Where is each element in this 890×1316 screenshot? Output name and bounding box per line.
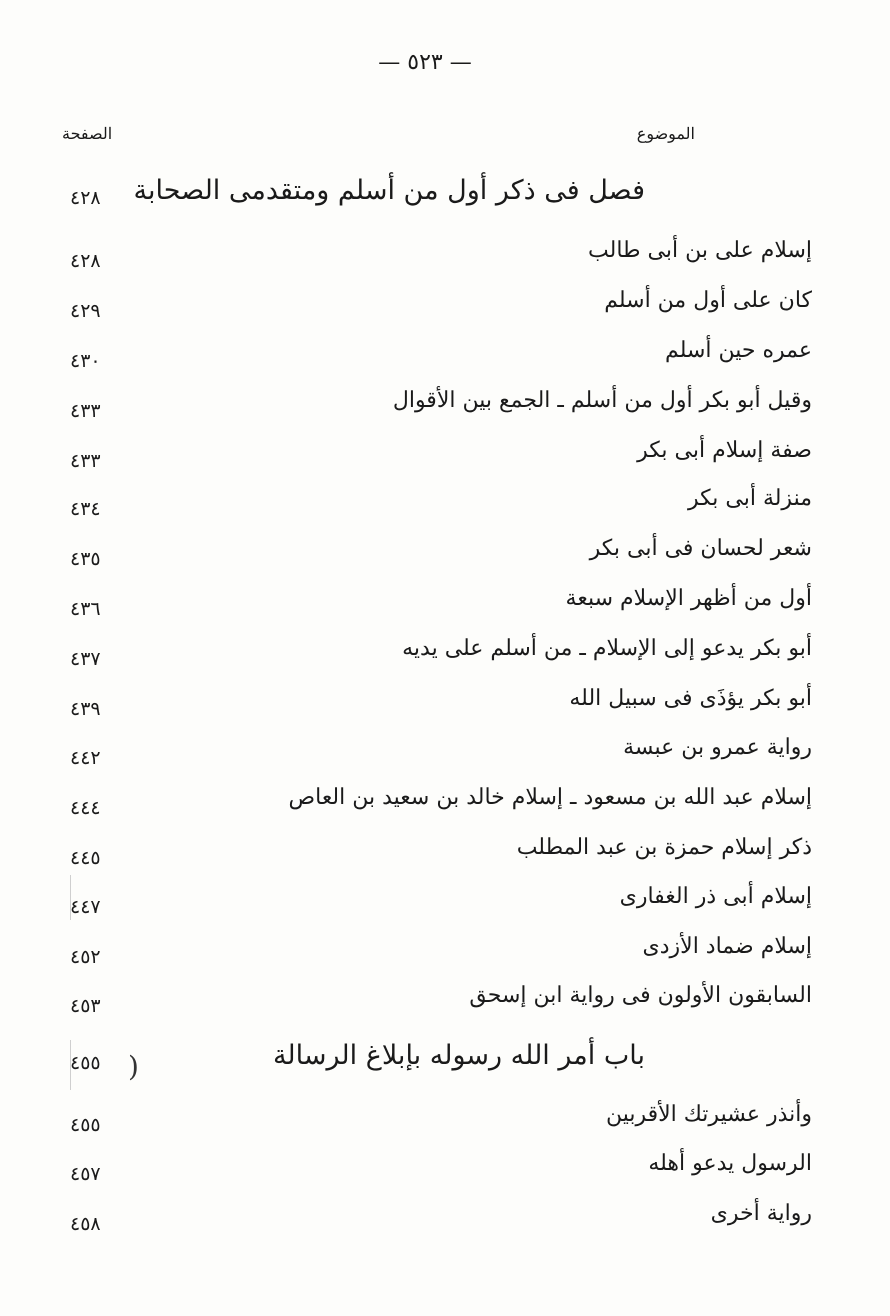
toc-entry-page: ٤٣٤: [70, 498, 101, 520]
toc-entry-page: ٤٥٥: [70, 1114, 101, 1136]
toc-entry: [0, 1040, 890, 1080]
toc-entry: [0, 388, 890, 428]
toc-entry: [0, 438, 890, 478]
toc-entry: [0, 238, 890, 278]
toc-entry: [0, 486, 890, 526]
toc-entry-page: ٤٢٩: [70, 300, 101, 322]
toc-entry: [0, 934, 890, 974]
toc-entry-title: أبو بكر يؤذَى فى سبيل الله: [569, 686, 812, 711]
toc-entry-title: كان على أول من أسلم: [604, 288, 812, 313]
toc-entry-title: أول من أظهر الإسلام سبعة: [565, 586, 812, 611]
subject-column-heading: الموضوع: [636, 124, 695, 143]
toc-entry-page: ٤٣٣: [70, 400, 101, 422]
toc-entry: [0, 536, 890, 576]
toc-entry-title: الرسول يدعو أهله: [648, 1151, 812, 1176]
toc-entry-title: صفة إسلام أبى بكر: [637, 438, 812, 463]
toc-entry-title: وأنذر عشيرتك الأقربين: [605, 1102, 812, 1127]
toc-entry: [0, 636, 890, 676]
toc-entry: [0, 1151, 890, 1191]
toc-entry-page: ٤٥٥: [70, 1052, 101, 1074]
toc-entry-page: ٤٣٦: [70, 598, 101, 620]
toc-entry-title: السابقون الأولون فى رواية ابن إسحق: [469, 983, 812, 1008]
toc-entry: [0, 1201, 890, 1241]
toc-entry: [0, 586, 890, 626]
toc-entry-title: رواية عمرو بن عبسة: [623, 735, 812, 760]
toc-entry-page: ٤٣٣: [70, 450, 101, 472]
toc-entry-page: ٤٣٠: [70, 350, 101, 372]
toc-entry-title: أبو بكر يدعو إلى الإسلام ـ من أسلم على يديه: [402, 636, 812, 661]
toc-entry-title: شعر لحسان فى أبى بكر: [589, 536, 812, 561]
page-column-heading: الصفحة: [62, 124, 113, 143]
toc-entry: [0, 785, 890, 825]
toc-entry-page: ٤٤٧: [70, 896, 101, 918]
toc-entry-title: إسلام أبى ذر الغفارى: [619, 884, 812, 909]
toc-entry-page: ٤٥٨: [70, 1213, 101, 1235]
toc-entry-page: ٤٥٧: [70, 1163, 101, 1185]
toc-entry-page: ٤٤٢: [70, 747, 101, 769]
toc-entry: [0, 884, 890, 924]
toc-entry-page: ٤٣٥: [70, 548, 101, 570]
toc-entry: [0, 835, 890, 875]
toc-entry: [0, 338, 890, 378]
toc-entry: [0, 175, 890, 215]
toc-entry-title: باب أمر الله رسوله بإبلاغ الرسالة: [272, 1040, 645, 1071]
toc-entry-title: رواية أخرى: [710, 1201, 812, 1226]
page-number: — ٥٢٣ —: [378, 50, 472, 75]
toc-entry-title: منزلة أبى بكر: [687, 486, 812, 511]
toc-entry: [0, 288, 890, 328]
toc-entry-title: ذكر إسلام حمزة بن عبد المطلب: [516, 835, 812, 860]
margin-bracket: ): [128, 1050, 139, 1083]
toc-entry-title: إسلام ضماد الأزدى: [642, 934, 812, 959]
toc-entry-title: عمره حين أسلم: [665, 338, 812, 363]
toc-entry-page: ٤٣٩: [70, 698, 101, 720]
toc-entry-title: وقيل أبو بكر أول من أسلم ـ الجمع بين الأقوال: [392, 388, 812, 413]
toc-entry-title: إسلام عبد الله بن مسعود ـ إسلام خالد بن سعيد بن العاص: [288, 785, 812, 810]
toc-entry-page: ٤٣٧: [70, 648, 101, 670]
toc-entry-title: إسلام على بن أبى طالب: [588, 238, 812, 263]
toc-entry: [0, 983, 890, 1023]
toc-entry: [0, 1102, 890, 1142]
toc-entry: [0, 686, 890, 726]
toc-entry-page: ٤٢٨: [70, 187, 101, 209]
toc-entry-page: ٤٥٢: [70, 946, 101, 968]
toc-entry: [0, 735, 890, 775]
toc-entry-page: ٤٤٥: [70, 847, 101, 869]
toc-entry-page: ٤٢٨: [70, 250, 101, 272]
toc-entry-title: فصل فى ذكر أول من أسلم ومتقدمى الصحابة: [133, 175, 645, 206]
toc-entry-page: ٤٤٤: [70, 797, 101, 819]
toc-entry-page: ٤٥٣: [70, 995, 101, 1017]
